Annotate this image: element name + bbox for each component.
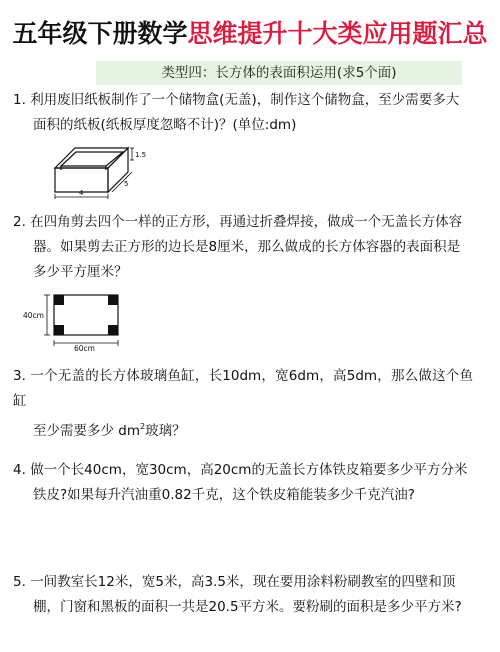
question-number: 1.: [13, 92, 26, 108]
question-1: [13, 88, 473, 138]
cut-corner-square: [54, 295, 64, 305]
question-3: [13, 364, 473, 444]
box-inner-rim: [61, 152, 123, 166]
cut-corner-square: [54, 325, 64, 335]
title-grade: 五年级下册数学: [12, 19, 188, 48]
question-2: [13, 210, 473, 285]
length-label: 4: [79, 189, 84, 197]
sheet-cut-corners-figure: [22, 291, 132, 353]
question-text-line: 一个无盖的长方体玻璃鱼缸，长10dm，宽6dm，高5dm，那么做这个鱼缸: [13, 368, 473, 409]
cut-corner-square: [108, 295, 118, 305]
question-number: 3.: [13, 368, 26, 384]
question-text-line: 棚，门窗和黑板的面积一共是20.5平方米。要粉刷的面积是多少平方米?: [33, 599, 462, 615]
question-text-line: 器。如果剪去正方形的边长是8厘米，那么做成的长方体容器的表面积是: [33, 239, 461, 255]
question-text-line: 在四角剪去四个一样的正方形，再通过折叠焊接，做成一个无盖长方体容: [30, 214, 463, 230]
question-text-line: [13, 414, 473, 444]
section-type-label: 类型四：长方体的表面积运用(求5个面): [161, 65, 397, 81]
page-title: [0, 14, 500, 50]
width-label: 60cm: [74, 344, 95, 353]
width-dimension-line: [112, 172, 132, 192]
title-topic: 思维提升十大类应用题汇总: [187, 19, 488, 48]
height-label: 1.5: [135, 151, 147, 159]
question-4: [13, 458, 473, 508]
question-number: 2.: [13, 214, 26, 230]
question-number: 5.: [13, 574, 26, 590]
width-label: 5: [124, 180, 129, 188]
superscript-exponent: 2: [140, 422, 146, 431]
question-text-line: 多少平方厘米？: [33, 264, 128, 280]
question-5: [13, 570, 473, 620]
question-text-line: 利用废旧纸板制作了一个储物盒(无盖)，制作这个储物盒，至少需要多大: [30, 92, 460, 108]
question-number: 4.: [13, 462, 26, 478]
question-text-fragment: 玻璃？: [145, 423, 186, 439]
question-text-line: 一间教室长12米，宽5米，高3.5米，现在要用涂料粉刷教室的四壁和顶: [30, 574, 456, 590]
question-text-fragment: 至少需要多少 dm: [33, 423, 141, 439]
storage-box-figure: [50, 142, 150, 200]
question-text-line: 面积的纸板(纸板厚度忽略不计)？(单位:dm): [33, 117, 297, 133]
question-text-line: 做一个长40cm，宽30cm，高20cm的无盖长方体铁皮箱要多少平方分米: [30, 462, 468, 478]
section-type-banner: [96, 61, 462, 85]
height-label: 40cm: [23, 311, 44, 320]
cut-corner-square: [108, 325, 118, 335]
box-top-outline: [55, 148, 128, 168]
question-text-line: 铁皮?如果每升汽油重0.82千克，这个铁皮箱能装多少千克汽油?: [33, 487, 415, 503]
